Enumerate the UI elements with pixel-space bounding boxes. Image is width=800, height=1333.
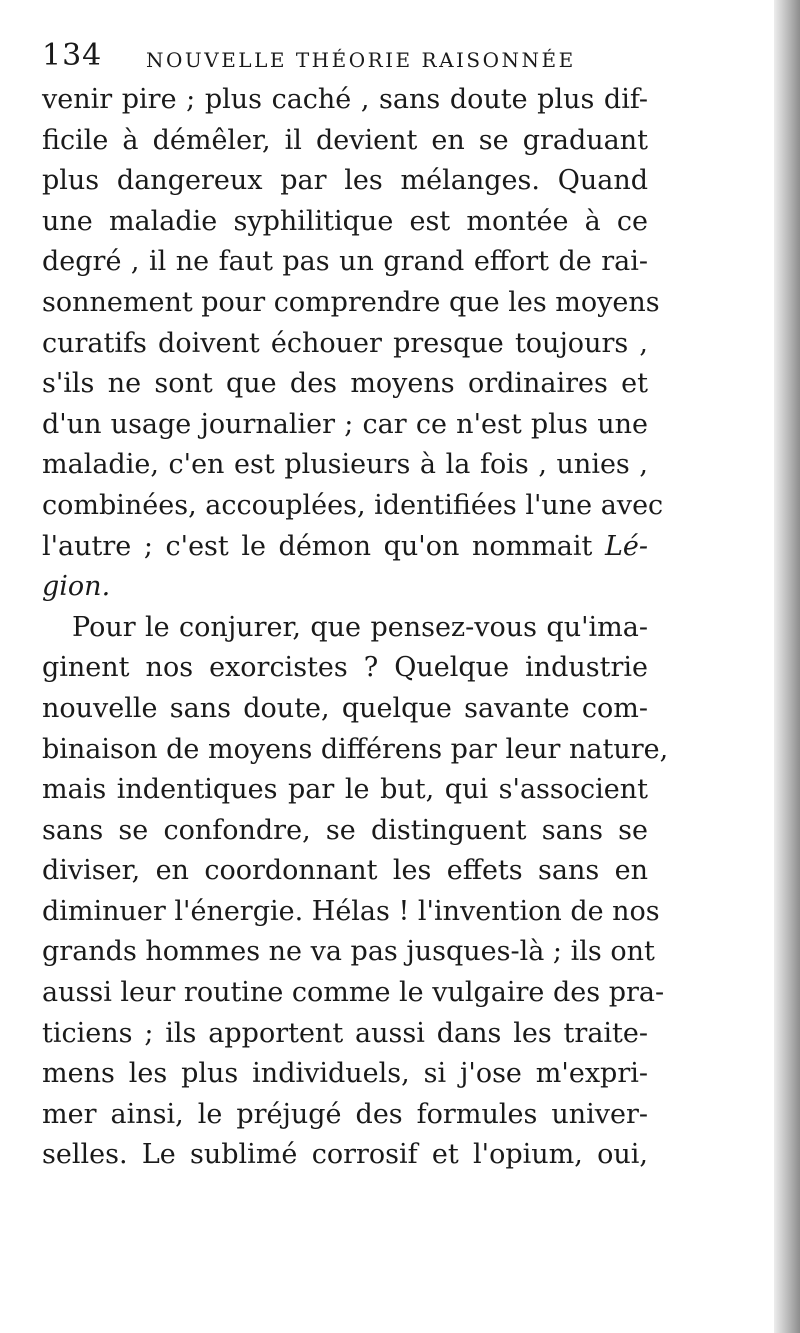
text-line: sans se confondre, se distinguent sans se xyxy=(42,814,648,846)
text-line: sonnement pour comprendre que les moyens xyxy=(42,286,660,318)
text-line: d'un usage journalier ; car ce n'est plus une xyxy=(42,408,648,440)
text-line: plus dangereux par les mélanges. Quand xyxy=(42,165,648,197)
text-line: selles. Le sublimé corrosif et l'opium, oui, xyxy=(42,1139,648,1171)
text-line: binaison de moyens différens par leur nature, xyxy=(42,733,669,765)
text-line: ficile à démêler, il devient en se graduant xyxy=(42,124,648,156)
text-line-italic: gion. xyxy=(42,571,111,603)
text-line: maladie, c'en est plusieurs à la fois , unies , xyxy=(42,449,648,481)
text-line: diviser, en coordonnant les effets sans en xyxy=(42,855,648,887)
text-line: s'ils ne sont que des moyens ordinaires et xyxy=(42,368,648,400)
text-line: venir pire ; plus caché , sans doute plus dif- xyxy=(42,84,648,115)
text-line: mais indentiques par le but, qui s'associent xyxy=(42,774,648,806)
text-line: mer ainsi, le préjugé des formules univer- xyxy=(42,1098,648,1130)
text-line: combinées, accouplées, identifiées l'une avec xyxy=(42,489,664,521)
page-edge-shadow xyxy=(774,0,800,1333)
text-line: diminuer l'énergie. Hélas ! l'invention de nos xyxy=(42,895,660,927)
text-line: curatifs doivent échouer presque toujours , xyxy=(42,327,648,359)
text-line: nouvelle sans doute, quelque savante com- xyxy=(42,692,648,724)
text-line: une maladie syphilitique est montée à ce xyxy=(42,205,648,237)
text-line: ginent nos exorcistes ? Quelque industrie xyxy=(42,652,648,684)
text-line: mens les plus individuels, si j'ose m'expri- xyxy=(42,1058,648,1090)
text-line: ticiens ; ils apportent aussi dans les traite- xyxy=(42,1017,648,1049)
text-line: grands hommes ne va pas jusques-là ; ils ont xyxy=(42,936,655,968)
paragraph-1 xyxy=(42,80,664,608)
paragraph-2 xyxy=(42,608,669,1176)
text-line: degré , il ne faut pas un grand effort de rai- xyxy=(42,246,648,278)
italic-word: Lé- xyxy=(604,530,648,562)
running-header xyxy=(42,38,632,82)
body-text xyxy=(42,80,669,1176)
text-line: Pour le conjurer, que pensez-vous qu'ima- xyxy=(72,611,648,643)
page-number: 134 xyxy=(42,38,103,73)
text-line: l'autre ; c'est le démon qu'on nommait Lé- xyxy=(42,530,648,562)
running-title: NOUVELLE THÉORIE RAISONNÉE xyxy=(146,48,576,72)
text-line: aussi leur routine comme le vulgaire des pra- xyxy=(42,977,665,1009)
